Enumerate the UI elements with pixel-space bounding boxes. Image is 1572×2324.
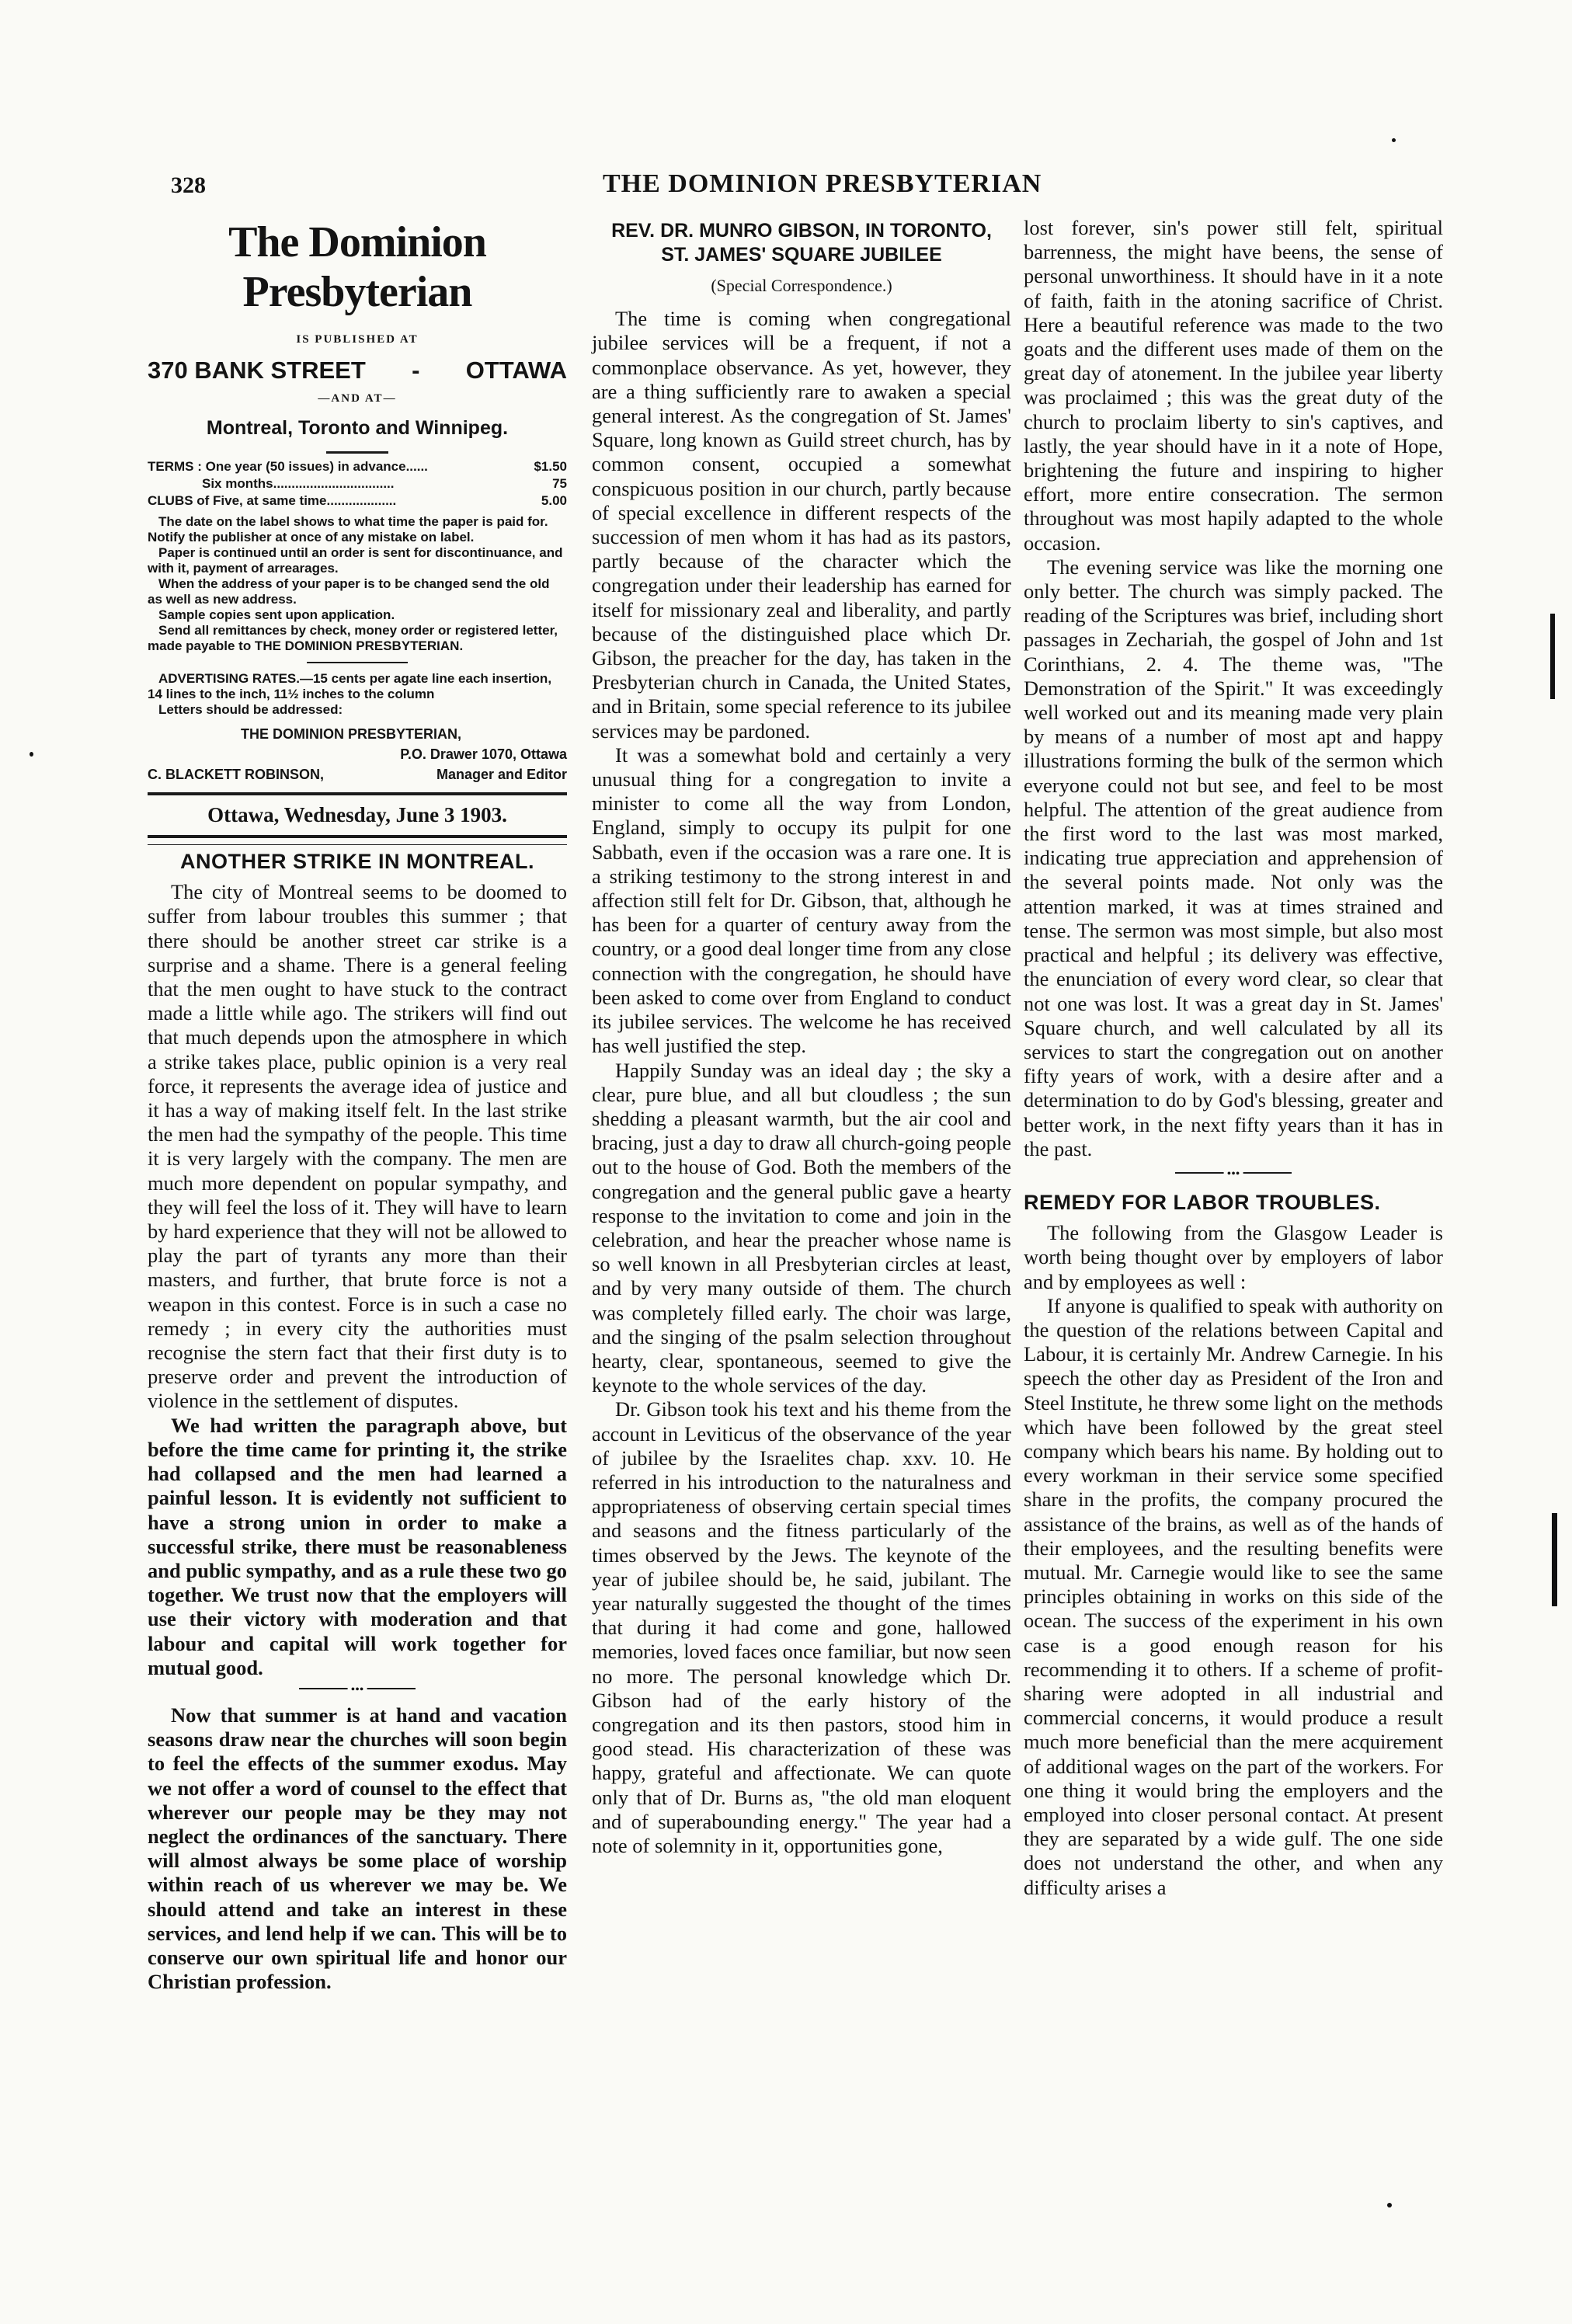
page-header bbox=[171, 169, 1452, 204]
paragraph: The city of Montreal seems to be doomed to suffer from labour troubles this summer ; that there should be another street car strike is a surprise and a shame. There is a general feeling that the men ought to have stuck to the contract made a little while ago. The strikers will find out that much depends upon the atmosphere in which a strike takes place, public opinion is a very real force, it represents the average idea of justice and it has a way of making itself felt. In the last strike the men had the sympathy of the people. This time it is very largely with the company. The men are much more dependent on popular sympathy, and they will feel the loss of it. They will have to learn by hard experience that they will not be allowed to play the part of tyrants any more than their masters, and further, that brute force is not a weapon in this contest. Force is in such a case no remedy ; in every city the authorities must recognise the stern fact that their first duty is to preserve order and prevent the introduction of violence in the settlement of disputes. bbox=[148, 880, 567, 1413]
page-number: 328 bbox=[171, 172, 206, 198]
scan-edge-mark bbox=[1552, 1513, 1557, 1606]
subscription-notices bbox=[148, 514, 567, 654]
column-left bbox=[148, 216, 567, 1994]
column-right bbox=[1024, 216, 1443, 1900]
paragraph: If anyone is qualified to speak with authority on the question of the relations between Capital and Labour, it is certainly Mr. Andrew Carnegie. In his speech the other day as President of the Iron and Steel Institute, he threw some light on the methods which have been followed by the great steel company which bears his name. By holding out to every workman in their service some specified share in the profits, the company procured the assistance of the brains, as well as of the hands of their employees, and the resulting benefits were mutual. Mr. Carnegie would like to see the same principles obtaining in works on this side of the ocean. The success of the experiment in his own case is a good enough reason for his recommending it to others. If a scheme of profit-sharing were adopted in all industrial and commercial concerns, it would produce a result much more beneficial than the mere acquirement of additional wages on the part of the workers. For one thing it would bring the employers and the employed into closer personal contact. At present they are separated by a wide gulf. The one side does not understand the other, and when any difficulty arises a bbox=[1024, 1293, 1443, 1899]
divider bbox=[326, 451, 388, 454]
terms-value: 75 bbox=[552, 475, 567, 491]
published-at: IS PUBLISHED AT bbox=[296, 333, 419, 346]
letters-note: Letters should be addressed: bbox=[158, 701, 343, 717]
article-heading: REMEDY FOR LABOR TROUBLES. bbox=[1024, 1190, 1381, 1214]
notice: Send all remittances by check, money order or registered letter, made payable to THE DOMINION PRESBYTERIAN. bbox=[148, 622, 558, 653]
paragraph: Now that summer is at hand and vacation seasons draw near the churches will soon begin to feel the effects of the summer exodus. May we not offer a word of counsel to the effect that wherever our people may be they may not neglect the ordinances of the sanctuary. There will almost always be some place of worship within reach of us wherever we may be. We should attend and take an interest in these services, and lend help if we can. This will be to conserve our own spiritual life and honor our Christian profession. bbox=[148, 1703, 567, 1994]
article-subheading: (Special Correspondence.) bbox=[711, 276, 892, 295]
and-at: —AND AT— bbox=[318, 392, 397, 405]
paragraph: The following from the Glasgow Leader is worth being thought over by employers of labor and by employees as well : bbox=[1024, 1221, 1443, 1293]
divider bbox=[148, 835, 567, 838]
city: OTTAWA bbox=[465, 357, 567, 384]
po-box: P.O. Drawer 1070, Ottawa bbox=[400, 746, 567, 762]
street-address: 370 BANK STREET bbox=[148, 357, 366, 384]
terms-value: 5.00 bbox=[541, 492, 567, 508]
terms-row bbox=[148, 458, 567, 475]
article-heading: ANOTHER STRIKE IN MONTREAL. bbox=[180, 850, 534, 874]
notice: The date on the label shows to what time the paper is paid for. Notify the publisher at once of any mistake on label. bbox=[148, 513, 548, 544]
paragraph: It was a somewhat bold and certainly a very unusual thing for a congregation to invite a minister to come all the way from London, England, simply to occupy its pulpit for one Sabbath, even if the occasion was a rare one. It is a striking testimony to the strong interest in and affection still felt for Dr. Gibson, that, although he has been for a quarter of century away from the country, or a good deal longer time from any close connection with the congregation, he should have been asked to come over from England to conduct its jubilee services. The welcome he has received has well justified the step. bbox=[592, 743, 1011, 1058]
masthead-title: The Dominion Presbyterian bbox=[228, 218, 486, 316]
address-dash: - bbox=[412, 357, 420, 384]
dateline: Ottawa, Wednesday, June 3 1903. bbox=[207, 802, 507, 826]
notice: Sample copies sent upon application. bbox=[158, 607, 395, 622]
subscription-terms bbox=[148, 458, 567, 510]
terms-label: Six months................................. bbox=[202, 475, 395, 491]
other-cities: Montreal, Toronto and Winnipeg. bbox=[206, 416, 509, 439]
scan-dot bbox=[1392, 138, 1396, 142]
terms-row bbox=[148, 492, 567, 510]
divider bbox=[148, 792, 567, 795]
paper-name: THE DOMINION PRESBYTERIAN, bbox=[241, 725, 462, 742]
paragraph: The evening service was like the morning one only better. The church was simply packed. The reading of the Scriptures was brief, including short passages in Zechariah, the gospel of John and 1st Corinthians, 2. 4. The theme was, "The Demonstration of the Spirit." It was exceedingly well worked out and its meaning made very plain by means of a number of most apt and happy illustrations forming the bulk of the sermon which everyone could not but see, and feel to be most helpful. The attention of the great audience from the first word to the last was most marked, indicating true appreciation and apprehension of the several points made. Not only was the attention marked, it was at times strained and tense. The sermon was most simple, but also most practical and helpful ; its delivery was effective, the enunciation of every word clear, so clear that not one was lost. It was a great day in St. James' Square church, and well calculated by all its services to start the congregation out on another fifty years of work, with a desire after and a determination to do by God's blessing, greater and better work, in the next fifty years than it has in the past. bbox=[1024, 555, 1443, 1160]
running-title: THE DOMINION PRESBYTERIAN bbox=[603, 169, 1042, 198]
paragraph: We had written the paragraph above, but before the time came for printing it, the strike had collapsed and the men had learned a painful lesson. It is evidently not sufficient to have a strong union in order to make a successful strike, there must be reasonableness and public sympathy, and as a rule these two go together. We trust now that the employers will use their victory with moderation and that labour and capital will work together for mutual good. bbox=[148, 1413, 567, 1679]
advertising-rates bbox=[148, 671, 567, 718]
scan-edge-mark bbox=[1550, 614, 1555, 699]
paragraph: lost forever, sin's power still felt, spiritual barrenness, the might have beens, the sense of personal unworthiness. It should have in it a note of faith, faith in the atoning sacrifice of Christ. Here a beautiful reference was made to the two goats and the different uses made of them on the great day of atonement. In the jubilee year liberty was proclaimed ; this was the great duty of the church to proclaim liberty to sin's captives, and lastly, the year should have in it a note of Hope, brightening the future and inspiring to higher effort, more entire consecration. The sermon throughout was most hapily adapted to the whole occasion. bbox=[1024, 216, 1443, 555]
notice: Paper is continued until an order is sent for discontinuance, and with it, payment of arrearages. bbox=[148, 544, 563, 576]
paragraph: The time is coming when congregational jubilee services will be a frequent, if not a commonplace observance. As yet, however, they are a thing sufficiently rare to awaken a special general interest. As the congregation of St. James' Square, long known as Guild street church, has by common consent, occupied a somewhat conspicuous position in our church, partly because of special excellence in different respects of the succession of men whom it has had as its pastors, partly because of the character which the congregation under their leadership has earned for itself for missionary zeal and liberality, and partly because of the distinguished place which Dr. Gibson, the preacher for the day, has taken in the Presbyterian church in Canada, the United States, and in Britain, some special reference to its jubilee services may be pardoned. bbox=[592, 307, 1011, 743]
article-heading: REV. DR. MUNRO GIBSON, IN TORONTO, bbox=[611, 220, 992, 242]
terms-row bbox=[148, 475, 567, 492]
article-heading: ST. JAMES' SQUARE JUBILEE bbox=[661, 244, 942, 266]
terms-value: $1.50 bbox=[534, 458, 567, 474]
terms-label: TERMS : One year (50 issues) in advance...... bbox=[148, 458, 428, 474]
divider bbox=[307, 662, 408, 663]
editor-role: Manager and Editor bbox=[436, 766, 567, 782]
ornament-divider bbox=[299, 1688, 416, 1689]
advertising-text: ADVERTISING RATES.—15 cents per agate line each insertion, 14 lines to the inch, 11½ inches to the column bbox=[148, 670, 552, 701]
ornament-divider bbox=[1175, 1172, 1292, 1174]
column-middle bbox=[592, 219, 1011, 1858]
divider bbox=[148, 844, 567, 845]
masthead-address bbox=[148, 358, 567, 382]
editor-name: C. BLACKETT ROBINSON, bbox=[148, 766, 324, 782]
terms-label: CLUBS of Five, at same time................... bbox=[148, 492, 397, 508]
paragraph: Happily Sunday was an ideal day ; the sky a clear, pure blue, and all but cloudless ; the sun shedding a pleasant warmth, but the air cool and bracing, just a day to draw all church-going people out to the house of God. Both the members of the congregation and the general public gave a hearty response to the invitation to come and join in the celebration, and hear the preacher whose name is so well known in all Presbyterian circles at least, and by very many outside of them. The church was completely filled early. The choir was large, and the singing of the psalm selection throughout hearty, clear, spontaneous, seemed to give the keynote to the whole services of the day. bbox=[592, 1058, 1011, 1397]
scan-dot bbox=[1387, 2203, 1392, 2207]
paragraph: Dr. Gibson took his text and his theme from the account in Leviticus of the observance of the year of jubilee by the Israelites chap. xxv. 10. He referred in his introduction to the naturalness and appropriateness of observing certain special times and seasons and the fitness particularly of the times observed by the Jews. The keynote of the year of jubilee should be, he said, jubilant. The year naturally suggested the thought of the times that during it had come and gone, hallowed memories, loved faces once familiar, but now seen no more. The personal knowledge which Dr. Gibson had of the early history of the congregation and its then pastors, stood him in good stead. His characterization of these was happy, grateful and affectionate. We can quote only that of Dr. Burns as, "the old man eloquent and of superabounding energy." The year had a note of solemnity in it, opportunities gone, bbox=[592, 1397, 1011, 1857]
scan-dot bbox=[30, 752, 33, 757]
notice: When the address of your paper is to be changed send the old as well as new address. bbox=[148, 576, 550, 607]
editor-line bbox=[148, 764, 567, 785]
